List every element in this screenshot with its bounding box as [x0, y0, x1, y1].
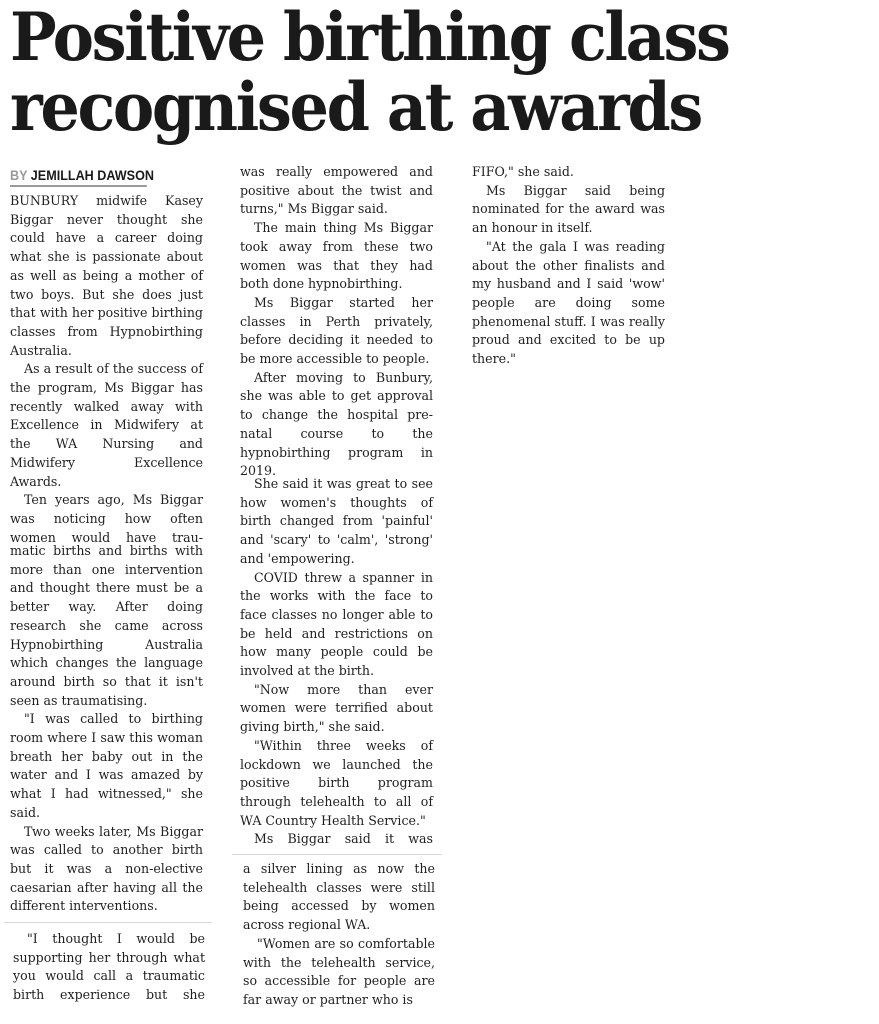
article-column-1-continued [10, 542, 203, 916]
paragraph: "Now more than ever women were terrified about giving birth," she said. [240, 681, 433, 735]
byline [10, 166, 154, 187]
paragraph: "I was called to birthing room where I saw this woman breath her baby out in the water and I was amazed by what I had witnessed," she said. [10, 711, 203, 820]
paragraph: "Within three weeks of lockdown we launched the positive birth program through telehealth to all of WA Country Health Service." [240, 737, 433, 828]
column-divider [4, 922, 212, 923]
paragraph: COVID threw a spanner in the works with the face to face classes no longer able to be held and restrictions on how many people could be involved at the birth. [240, 569, 433, 679]
byline-prefix: BY [10, 167, 28, 183]
paragraph: Ms Biggar started her classes in Perth privately, before deciding it needed to be more accessible to people. [240, 294, 433, 367]
paragraph: The main thing Ms Biggar took away from these two women was that they had both done hypnobirthing. [240, 220, 433, 292]
paragraph: a silver lining as now the telehealth classes were still being accessed by women across regional WA. [243, 861, 435, 933]
paragraph: "Women are so comfortable with the telehealth service, so accessible for people are far away or partner who is [243, 935, 435, 1007]
paragraph: After moving to Bunbury, she was able to get approval to change the hospital pre-natal course to the hypnobirthing program in 2019. [240, 369, 433, 479]
paragraph: FIFO," she said. [472, 164, 574, 179]
paragraph: "At the gala I was reading about the other finalists and my husband and I said 'wow' people are doing some phenomenal stuff. I was really proud and excited to be up there." [472, 238, 665, 367]
paragraph: was really empowered and positive about the twist and turns," Ms Biggar said. [240, 164, 433, 217]
headline [10, 0, 827, 146]
paragraph: Ms Biggar said it was [254, 831, 433, 847]
paragraph: Two weeks later, Ms Biggar was called to another birth but it was a non-elective caesarian after having all the different interventions. [10, 823, 203, 914]
byline-author: JEMILLAH DAWSON [30, 167, 154, 183]
article-column-3 [472, 163, 665, 369]
article-column-2-tail [243, 860, 435, 1010]
paragraph: Ten years ago, Ms Biggar was noticing how often women would have trau- [10, 492, 203, 545]
paragraph: BUNBURY midwife Kasey Biggar never thought she could have a career doing what she is passionate about as well as being a mother of two boys. But she does just that with her positive birthing classes from Hypnobirthing Australia. [10, 193, 203, 358]
article-column-2 [240, 163, 433, 481]
paragraph: As a result of the success of the program, Ms Biggar has recently walked away with Excellence in Midwifery at the WA Nursing and Midwifery Excellence Awards. [10, 361, 203, 489]
article-column-1-tail [13, 930, 205, 1005]
paragraph: matic births and births with more than one intervention and thought there must be a better way. After doing research she came across Hypnobirthing Australia which changes the language around birth so that it isn't seen as traumatising. [10, 543, 203, 708]
column-divider [232, 854, 442, 855]
paragraph: Ms Biggar said being nominated for the award was an honour in itself. [472, 182, 665, 236]
article-column-2-continued [240, 475, 433, 849]
paragraph: She said it was great to see how women's thoughts of birth changed from 'painful' and 'scary' to 'calm', 'strong' and 'empowering. [240, 476, 433, 566]
article-column-1 [10, 192, 203, 547]
headline-line-1: Positive birthing class [10, 0, 729, 76]
headline-line-2: recognised at awards [10, 68, 702, 146]
paragraph: "I thought I would be supporting her through what you would call a traumatic birth experience but she [13, 931, 205, 1003]
